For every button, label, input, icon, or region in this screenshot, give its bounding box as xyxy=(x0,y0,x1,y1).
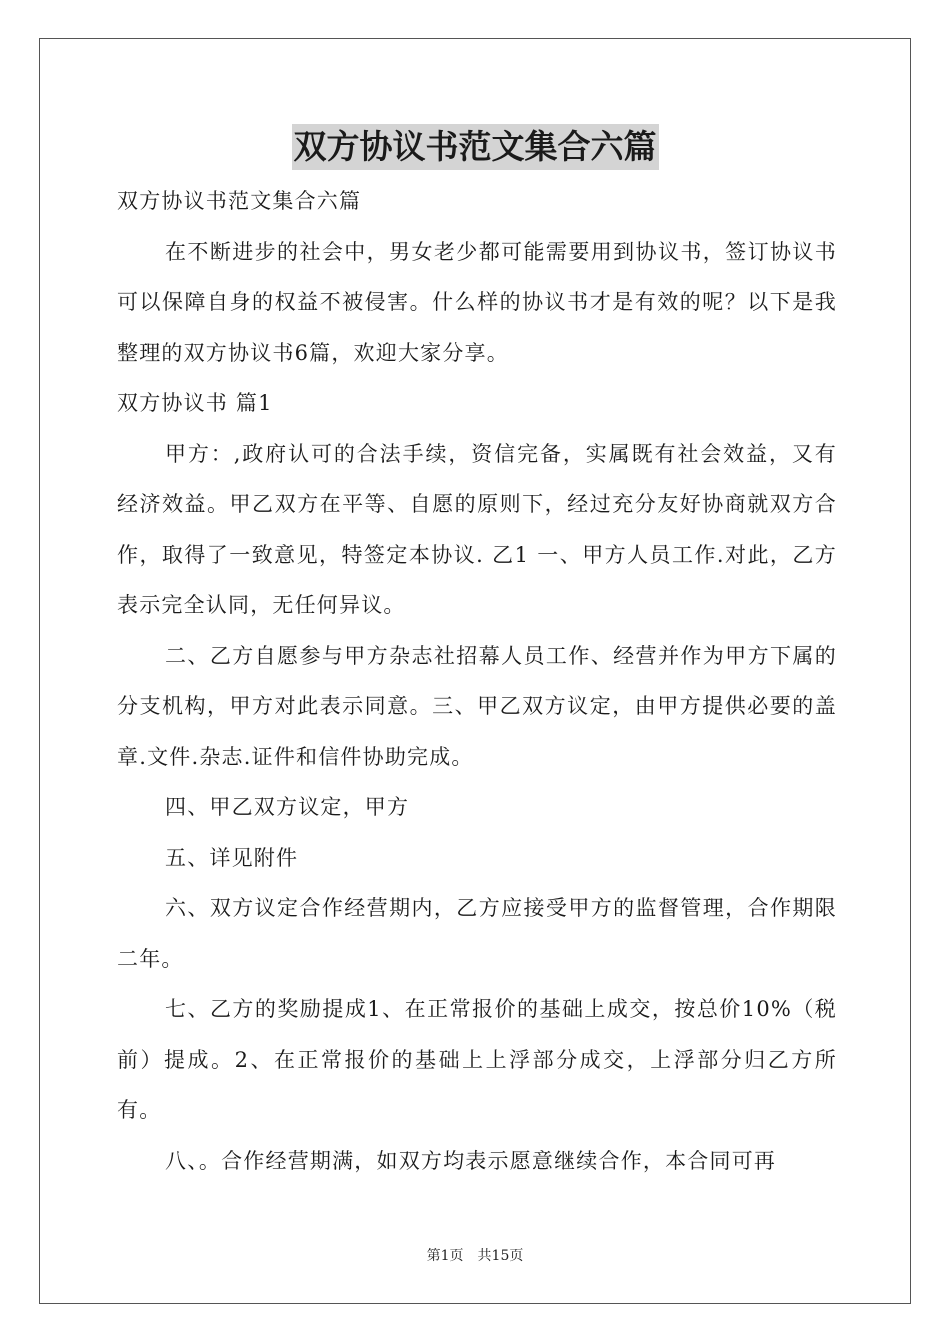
page-number: 第1页 xyxy=(426,1248,464,1264)
paragraph: 七、乙方的奖励提成1、在正常报价的基础上成交，按总价10%（税前）提成。2、在正常报价的基础上上浮部分成交，上浮部分归乙方所有。 xyxy=(117,997,837,1122)
paragraph: 双方协议书范文集合六篇 xyxy=(117,189,362,213)
page-footer xyxy=(0,1245,950,1265)
document-title: 双方协议书范文集合六篇 xyxy=(292,124,659,170)
paragraph: 八、。合作经营期满，如双方均表示愿意继续合作，本合同可再 xyxy=(165,1148,777,1173)
paragraph: 甲方：,政府认可的合法手续，资信完备，实属既有社会效益，又有经济效益。甲乙双方在平等、自愿的原则下，经过充分友好协商就双方合作，取得了一致意见，特签定本协议. 乙1 一、甲方人员工作.对此，乙方表示完全认同，无任何异议。 xyxy=(117,441,837,617)
page-total: 共15页 xyxy=(477,1248,524,1264)
paragraph: 在不断进步的社会中，男女老少都可能需要用到协议书，签订协议书可以保障自身的权益不被侵害。什么样的协议书才是有效的呢？以下是我整理的双方协议书6篇，欢迎大家分享。 xyxy=(117,239,837,365)
paragraph: 双方协议书 篇1 xyxy=(117,391,273,415)
document-body xyxy=(117,176,837,1186)
paragraph: 六、双方议定合作经营期内，乙方应接受甲方的监督管理，合作期限二年。 xyxy=(117,896,837,971)
paragraph: 五、详见附件 xyxy=(165,845,299,870)
paragraph: 二、乙方自愿参与甲方杂志社招幕人员工作、经营并作为甲方下属的分支机构，甲方对此表示同意。三、甲乙双方议定，由甲方提供必要的盖章.文件.杂志.证件和信件协助完成。 xyxy=(117,643,837,769)
paragraph: 四、甲乙双方议定，甲方 xyxy=(165,795,410,819)
title-container xyxy=(0,124,950,170)
